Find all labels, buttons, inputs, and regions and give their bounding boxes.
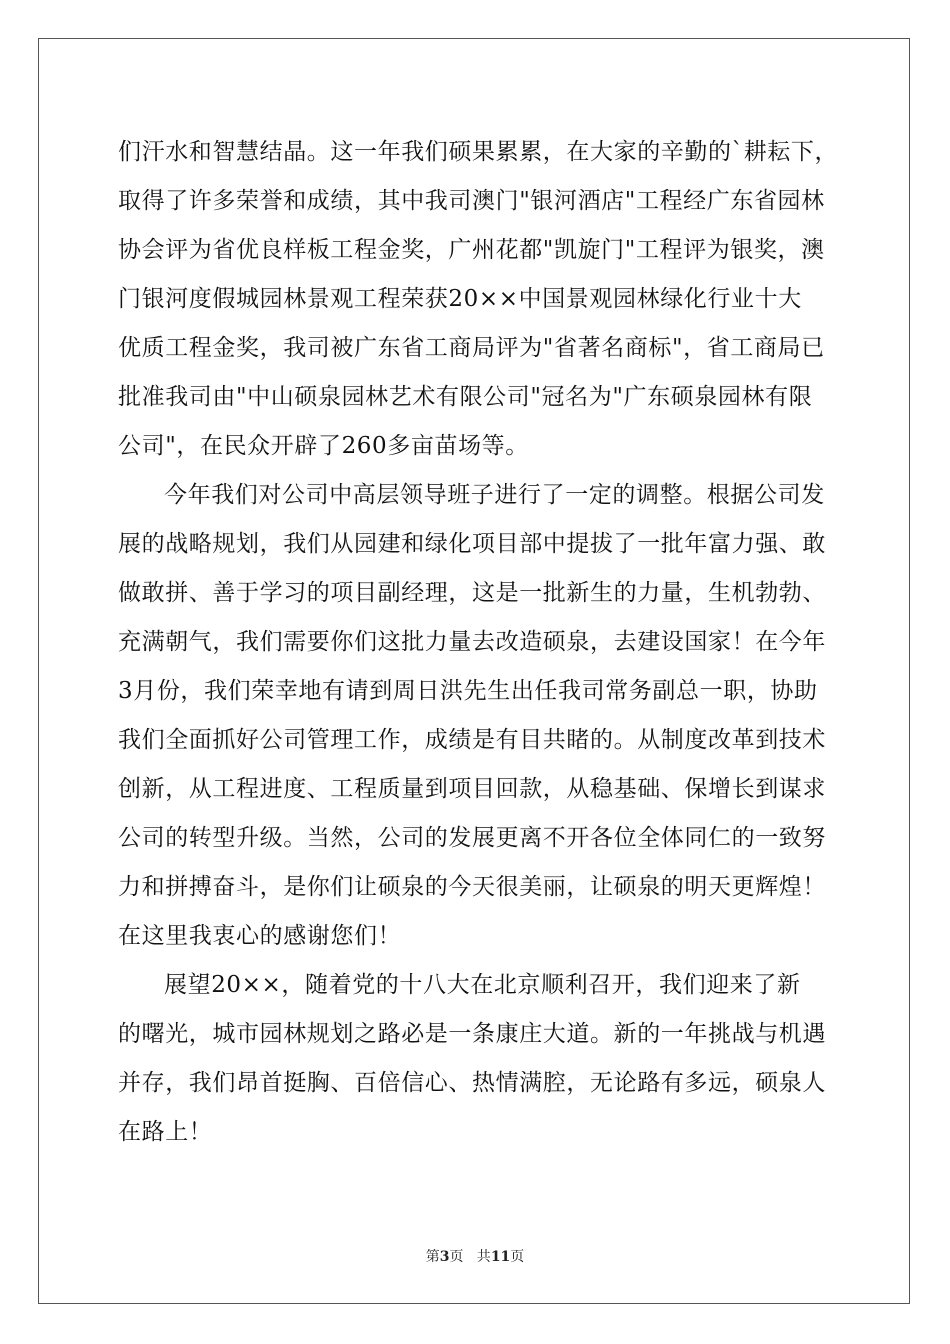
- text-line: 力和拼搏奋斗，是你们让硕泉的今天很美丽，让硕泉的明天更辉煌！: [118, 874, 826, 900]
- text-line: 创新，从工程进度、工程质量到项目回款，从稳基础、保增长到谋求: [118, 776, 826, 802]
- text-line: 今年我们对公司中高层领导班子进行了一定的调整。根据公司发: [164, 482, 825, 508]
- footer-middle: 页 共: [449, 1249, 491, 1265]
- text-line: 做敢拼、善于学习的项目副经理，这是一批新生的力量，生机勃勃、: [118, 580, 826, 606]
- text-line: 在这里我衷心的感谢您们！: [118, 923, 402, 949]
- paragraph-3: [118, 961, 838, 1157]
- text-line: 在路上！: [118, 1119, 213, 1145]
- text-line: 优质工程金奖，我司被广东省工商局评为"省著名商标"，省工商局已: [118, 335, 825, 361]
- text-line: 们汗水和智慧结晶。这一年我们硕果累累，在大家的辛勤的`耕耘下，: [118, 139, 839, 165]
- text-line: 展望20××，随着党的十八大在北京顺利召开，我们迎来了新: [164, 972, 801, 998]
- text-line: 取得了许多荣誉和成绩，其中我司澳门"银河酒店"工程经广东省园林: [118, 188, 825, 214]
- text-line: 门银河度假城园林景观工程荣获20××中国景观园林绿化行业十大: [118, 286, 802, 312]
- text-line: 协会评为省优良样板工程金奖，广州花都"凯旋门"工程评为银奖，澳: [118, 237, 825, 263]
- paragraph-2: [118, 471, 838, 961]
- total-pages-number: 11: [490, 1249, 511, 1265]
- document-body: [118, 128, 838, 1157]
- footer-suffix: 页: [510, 1249, 525, 1265]
- text-line: 批准我司由"中山硕泉园林艺术有限公司"冠名为"广东硕泉园林有限: [118, 384, 813, 410]
- text-line: 并存，我们昂首挺胸、百倍信心、热情满腔，无论路有多远，硕泉人: [118, 1070, 826, 1096]
- page-footer: [0, 1246, 950, 1266]
- text-line: 的曙光，城市园林规划之路必是一条康庄大道。新的一年挑战与机遇: [118, 1021, 826, 1047]
- text-line: 展的战略规划，我们从园建和绿化项目部中提拔了一批年富力强、敢: [118, 531, 826, 557]
- text-line: 公司的转型升级。当然，公司的发展更离不开各位全体同仁的一致努: [118, 825, 826, 851]
- footer-prefix: 第: [425, 1249, 440, 1265]
- text-line: 我们全面抓好公司管理工作，成绩是有目共睹的。从制度改革到技术: [118, 727, 826, 753]
- current-page-number: 3: [439, 1249, 450, 1265]
- paragraph-1: [118, 128, 838, 471]
- text-line: 充满朝气，我们需要你们这批力量去改造硕泉，去建设国家！在今年: [118, 629, 826, 655]
- text-line: 3月份，我们荣幸地有请到周日洪先生出任我司常务副总一职，协助: [118, 678, 818, 704]
- text-line: 公司"，在民众开辟了260多亩苗场等。: [118, 433, 529, 459]
